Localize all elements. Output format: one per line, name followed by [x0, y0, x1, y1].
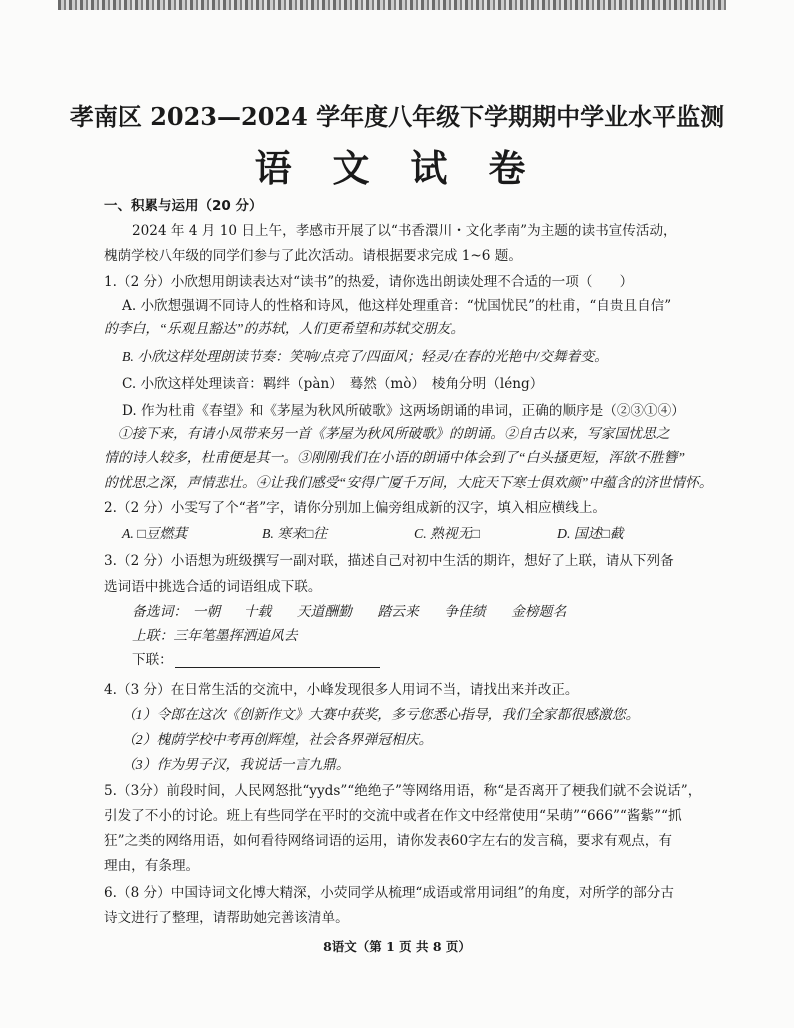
- q4-stem: 4.（3 分）在日常生活的交流中，小峰发现很多人用词不当，请找出来并改正。: [104, 682, 579, 698]
- q5-line-4: 理由，有条理。: [104, 858, 200, 874]
- q1-option-c: C. 小欣这样处理读音：羁绊（pàn） 蓦然（mò） 棱角分明（léng）: [122, 376, 544, 392]
- q3-option-6: 金榜题名: [511, 604, 567, 619]
- q4-sentence-2: （2）槐荫学校中考再创辉煌，社会各界弹冠相庆。: [122, 732, 433, 747]
- q1-option-d-line-3: 情的诗人较多，杜甫便是其一。③刚刚我们在小语的朗诵中体会到了“白头搔更短，浑欲不胜簪”: [104, 450, 686, 465]
- q3-upper-label: 上联：: [132, 628, 174, 643]
- q4-sentence-1: （1）令郎在这次《创新作文》大赛中获奖，多亏您悉心指导，我们全家都很感激您。: [122, 707, 640, 722]
- q3-option-1: 一朝: [192, 604, 221, 619]
- q2-option-a: A. □豆燃萁: [122, 526, 188, 541]
- q3-option-4: 踏云来: [377, 604, 419, 619]
- section-heading: 一、积累与运用（20 分）: [104, 198, 263, 214]
- q1-option-d-line-4: 的忧思之深，声情悲壮。④让我们感受“安得广厦千万间，大庇天下寒士俱欢颜”中蕴含的济世情怀。: [104, 475, 713, 490]
- q3-options-row: [132, 600, 566, 620]
- q1-option-d: D. 作为杜甫《春望》和《茅屋为秋风所破歌》这两场朗诵的串词，正确的顺序是（②③①④）: [122, 403, 685, 419]
- page-footer: 8语文（第 1 页 共 8 页）: [323, 939, 471, 954]
- q2-stem: 2.（2 分）小雯写了个“者”字，请你分别加上偏旁组成新的汉字，填入相应横线上。: [104, 500, 607, 516]
- q3-option-5: 争佳绩: [444, 604, 486, 619]
- q3-upper-couplet: [132, 624, 298, 644]
- q1-option-a: A. 小欣想强调不同诗人的性格和诗风，他这样处理重音：“忧国忧民”的杜甫，“自贵且自信”: [122, 298, 672, 314]
- intro-line-1: 2024 年 4 月 10 日上午，孝感市开展了以“书香澴川・文化孝南”为主题的读书宣传活动，: [132, 223, 677, 239]
- q2-option-c: C. 熟视无□: [414, 526, 480, 541]
- q5-line-1: 5.（3分）前段时间，人民网怒批“yyds”“绝绝子”等网络用语，称“是否离开了梗我们就不会说话”，: [104, 783, 702, 799]
- q6-line-2: 诗文进行了整理，请帮助她完善该清单。: [104, 910, 349, 926]
- q3-option-3: 天道酬勤: [296, 604, 352, 619]
- q3-options-label: 备选词：: [132, 604, 188, 619]
- q1-option-d-line-2: ①接下来，有请小凤带来另一首《茅屋为秋风所破歌》的朗诵。②自古以来，写家国忧思之: [104, 426, 670, 441]
- q3-lower-couplet: [132, 648, 380, 668]
- q5-line-2: 引发了不小的讨论。班上有些同学在平时的交流中或者在作文中经常使用“呆萌”“666”“酱紫”“抓: [104, 808, 682, 824]
- q6-line-1: 6.（8 分）中国诗词文化博大精深，小荧同学从梳理“成语或常用词组”的角度，对所学的部分古: [104, 885, 674, 901]
- q5-line-3: 狂”之类的网络用语，如何看待网络词语的运用，请你发表60字左右的发言稿，要求有观点，有: [104, 833, 672, 849]
- exam-title: 孝南区 2023—2024 学年度八年级下学期期中学业水平监测: [69, 102, 725, 131]
- subject-title: 语 文 试 卷: [254, 146, 540, 190]
- q4-sentence-3: （3）作为男子汉，我说话一言九鼎。: [122, 757, 350, 772]
- scan-edge-strip: [58, 0, 726, 10]
- q1-option-b: B. 小欣这样处理朗读节奏：笑响/点亮了/四面风；轻灵/在春的光艳中/交舞着变。: [122, 349, 608, 364]
- intro-line-2: 槐荫学校八年级的同学们参与了此次活动。请根据要求完成 1~6 题。: [104, 248, 522, 264]
- q3-stem-1: 3.（2 分）小语想为班级撰写一副对联，描述自己对初中生活的期许，想好了上联，请从下列备: [104, 553, 674, 569]
- q1-stem: 1.（2 分）小欣想用朗读表达对“读书”的热爱，请你选出朗读处理不合适的一项（ ）: [104, 274, 634, 290]
- q3-upper-text: 三年笔墨挥洒追风去: [173, 628, 298, 643]
- q3-option-2: 十载: [243, 604, 272, 619]
- q1-option-a-cont: 的李白，“乐观且豁达”的苏轼，人们更希望和苏轼交朋友。: [104, 321, 465, 336]
- q2-option-d: D. 国述□截: [557, 526, 624, 541]
- q3-lower-label: 下联：: [132, 652, 173, 668]
- q3-lower-blank[interactable]: [175, 653, 380, 668]
- q2-option-b: B. 寒来□往: [262, 526, 328, 541]
- q3-stem-2: 选词语中挑选合适的词语组成下联。: [104, 579, 322, 595]
